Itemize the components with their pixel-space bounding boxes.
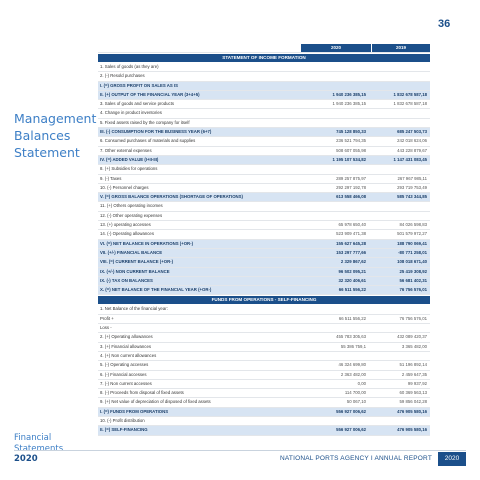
value-2020 <box>296 119 369 127</box>
row-label: I. (=) FUNDS FROM OPERATIONS <box>100 408 169 414</box>
value-2019: -80 771 258,01 <box>398 249 427 255</box>
value-2019: 76 756 576,01 <box>399 287 427 293</box>
row-label: II. (=) SELF-FINANCING <box>100 427 148 433</box>
table-row <box>98 249 430 258</box>
row-label: 9. (+) Net value of depreciation of disposed of fixed assets <box>100 399 211 405</box>
value-2020: 556 927 006,62 <box>336 408 366 414</box>
value-2019 <box>369 165 430 173</box>
row-label: IX. (+/-) NON CURRENT BALANCE <box>100 268 170 274</box>
value-2020: 455 783 305,63 <box>336 334 366 340</box>
value-2020: 292 297 192,78 <box>336 184 366 190</box>
value-2019: 1 147 431 083,45 <box>393 156 427 162</box>
value-2020: 613 558 466,08 <box>336 194 366 200</box>
table-row <box>98 63 430 72</box>
row-label: II. (+) OUTPUT OF THE FINANCIAL YEAR (3+4+5) <box>100 91 200 97</box>
table-header-row <box>98 44 430 53</box>
row-label: 1. Net Balance of the financial year: <box>100 306 168 312</box>
value-2020: 1 940 236 385,15 <box>332 101 366 107</box>
value-2020: 66 511 556,22 <box>338 315 366 321</box>
row-label: IV. (=) ADDED VALUE (I+II-III) <box>100 156 159 162</box>
value-2020: 32 320 406,61 <box>338 277 366 283</box>
value-2020: 65 978 650,40 <box>338 222 366 228</box>
row-label: 5. (-) Operating accesses <box>100 362 149 368</box>
value-2019: 56 681 402,31 <box>399 277 427 283</box>
footer-divider <box>14 450 466 451</box>
value-2019 <box>369 202 430 210</box>
value-2019: 1 832 678 587,18 <box>393 91 427 97</box>
table-row <box>98 193 430 202</box>
table-row <box>98 137 430 146</box>
row-label: 4. Change in product inventories <box>100 110 162 116</box>
value-2020 <box>296 72 369 80</box>
row-label: IX. (-) TAX ON BALANCES <box>100 277 153 283</box>
header-spacer <box>98 44 301 52</box>
value-2020: 508 607 055,98 <box>336 147 366 153</box>
value-2020: 153 297 777,66 <box>336 249 366 255</box>
value-2019: 25 419 308,92 <box>399 268 427 274</box>
table-row <box>98 352 430 361</box>
value-2019 <box>369 82 430 90</box>
row-label: 9. (-) Taxes <box>100 175 122 181</box>
value-2019: 242 018 624,06 <box>397 138 427 144</box>
row-label: 6. Consumed purchases of materials and supplies <box>100 138 196 144</box>
table-row <box>98 333 430 342</box>
value-2020: 155 627 645,28 <box>336 240 366 246</box>
value-2020 <box>296 305 369 313</box>
table-row <box>98 286 430 295</box>
row-label: Loss - <box>100 325 112 331</box>
table-row <box>98 258 430 267</box>
value-2019: 476 905 580,16 <box>397 427 427 433</box>
table-row <box>98 324 430 333</box>
table-row <box>98 305 430 314</box>
value-2019: 59 856 042,28 <box>399 399 427 405</box>
value-2019: 84 026 598,83 <box>399 222 427 228</box>
section-banner-income: STATEMENT OF INCOME FORMATION <box>98 54 430 62</box>
section-title-line: Balances <box>14 128 71 143</box>
value-2019: 476 905 580,16 <box>397 408 427 414</box>
table-row <box>98 221 430 230</box>
row-label: 7. (-) Non current accesses <box>100 380 152 386</box>
row-label: 2. (-) Resold purchases <box>100 73 145 79</box>
value-2019: 585 743 344,85 <box>397 194 427 200</box>
value-2020 <box>296 352 369 360</box>
table-row <box>98 398 430 407</box>
value-2020 <box>296 165 369 173</box>
row-label: 2. (+) Operating allowances <box>100 334 153 340</box>
table-row <box>98 315 430 324</box>
value-2020: 46 324 699,80 <box>338 362 366 368</box>
value-2020: 96 502 095,21 <box>338 268 366 274</box>
value-2019 <box>369 417 430 425</box>
value-2019: 3 365 482,00 <box>401 343 427 349</box>
value-2020 <box>296 212 369 220</box>
row-label: 12. (-) Other operating expenses <box>100 212 163 218</box>
table-row <box>98 175 430 184</box>
value-2020: 523 909 471,38 <box>336 231 366 237</box>
table-row <box>98 119 430 128</box>
value-2019: 443 228 879,67 <box>397 147 427 153</box>
section-title-line: Management <box>14 111 97 126</box>
column-header-2019: 2019 <box>372 44 430 52</box>
value-2019: 108 018 671,40 <box>397 259 427 265</box>
value-2020: 1 195 107 534,82 <box>332 156 366 162</box>
income-rows <box>98 63 430 295</box>
row-label: V. (=) GROSS BALANCE OPERATIONS (SHORTAGE OF OPERATIONS) <box>100 194 243 200</box>
value-2020: 236 521 794,35 <box>336 138 366 144</box>
table-row <box>98 240 430 249</box>
table-row <box>98 156 430 165</box>
table-row <box>98 417 430 426</box>
value-2019: 1 832 678 587,18 <box>393 101 427 107</box>
row-label: 14. (-) Operating allowances <box>100 231 154 237</box>
value-2019 <box>369 324 430 332</box>
value-2020: 1 940 236 385,15 <box>332 91 366 97</box>
value-2019: 432 089 420,37 <box>397 334 427 340</box>
row-label: 3. (+) Financial allowances <box>100 343 151 349</box>
value-2020 <box>296 82 369 90</box>
page-footer <box>0 452 480 466</box>
row-label: VII. (+/-) FINANCIAL BALANCE <box>100 249 163 255</box>
value-2020: 0,00 <box>357 380 366 386</box>
table-row <box>98 389 430 398</box>
value-2020 <box>296 202 369 210</box>
page-number: 36 <box>438 18 451 30</box>
funds-rows <box>98 305 430 435</box>
table-row <box>98 72 430 81</box>
table-row <box>98 380 430 389</box>
value-2019: 51 196 892,14 <box>399 362 427 368</box>
value-2020 <box>296 109 369 117</box>
row-label: 11. (+) Others operating incomes <box>100 203 163 209</box>
column-header-2020: 2020 <box>301 44 371 52</box>
value-2019 <box>369 109 430 117</box>
row-label: 6. (-) Financial accesses <box>100 371 147 377</box>
income-statement-table <box>98 44 430 436</box>
row-label: 8. (+) Subsidies for operations <box>100 166 158 172</box>
value-2019 <box>369 352 430 360</box>
value-2019: 60 369 563,13 <box>399 390 427 396</box>
table-row <box>98 184 430 193</box>
value-2020: 2 363 482,00 <box>340 371 366 377</box>
value-2019: 76 756 576,01 <box>399 315 427 321</box>
row-label: III. (-) CONSUMPTION FOR THE BUSINESS YEAR (6+7) <box>100 129 212 135</box>
table-row <box>98 147 430 156</box>
table-row <box>98 82 430 91</box>
row-label: 3. Sales of goods and service products <box>100 101 175 107</box>
footer-text: NATIONAL PORTS AGENCY I ANNUAL REPORT <box>279 455 432 462</box>
value-2019 <box>369 63 430 71</box>
value-2020: 556 927 006,62 <box>336 427 366 433</box>
value-2019: 188 790 069,41 <box>397 240 427 246</box>
table-row <box>98 202 430 211</box>
row-label: X. (=) NET BALANCE OF THE FINANCIAL YEAR (+OR-) <box>100 287 212 293</box>
row-label: 5. Fixed assets raised by the company for itself <box>100 119 190 125</box>
chapter-label-line: Statements <box>14 443 64 454</box>
value-2020: 114 700,00 <box>344 390 366 396</box>
value-2020: 55 386 759,1 <box>340 343 366 349</box>
table-row <box>98 230 430 239</box>
row-label: 13. (+) operating accesses <box>100 222 151 228</box>
value-2019 <box>369 212 430 220</box>
value-2020: 745 128 850,33 <box>336 129 366 135</box>
row-label: 7. Other external expenses <box>100 147 152 153</box>
chapter-year: 2020 <box>14 454 38 464</box>
table-row <box>98 361 430 370</box>
row-label: Profit + <box>100 315 114 321</box>
value-2020: 66 511 556,22 <box>338 287 366 293</box>
row-label: 1. Sales of goods (as they are) <box>100 64 159 69</box>
value-2019 <box>369 72 430 80</box>
row-label: VIII. (=) CURRENT BALANCE (+OR-) <box>100 259 174 265</box>
row-label: 10. (-) Profit distribution <box>100 417 145 423</box>
value-2020: 289 257 875,97 <box>336 175 366 181</box>
value-2019: 267 967 985,11 <box>397 175 427 181</box>
chapter-label-line: Financial <box>14 433 52 443</box>
value-2019: 2 459 647,35 <box>401 371 427 377</box>
table-row <box>98 212 430 221</box>
table-row <box>98 408 430 417</box>
value-2019: 99 937,92 <box>407 380 427 386</box>
section-title-line: Statement <box>14 145 80 160</box>
value-2020 <box>296 63 369 71</box>
row-label: VI. (=) NET BALANCE IN OPERATIONS (+OR-) <box>100 240 194 246</box>
table-row <box>98 109 430 118</box>
value-2019: 501 579 972,27 <box>397 231 427 237</box>
table-row <box>98 165 430 174</box>
value-2020 <box>296 417 369 425</box>
table-row <box>98 426 430 435</box>
section-title <box>14 110 97 161</box>
row-label: 4. (+) Non current allowances <box>100 352 157 358</box>
value-2019: 293 719 753,49 <box>397 184 427 190</box>
section-banner-funds: FUNDS FROM OPERATIONS - SELF-FINANCING <box>98 296 430 304</box>
table-row <box>98 100 430 109</box>
value-2019: 685 247 503,73 <box>397 129 427 135</box>
row-label: I. (=) GROSS PROFIT ON SALES AS IS <box>100 82 179 88</box>
table-row <box>98 128 430 137</box>
row-label: 10. (-) Personnel charges <box>100 184 149 190</box>
table-row <box>98 91 430 100</box>
value-2019 <box>369 305 430 313</box>
table-row <box>98 268 430 277</box>
table-row <box>98 371 430 380</box>
row-label: 8. (-) Proceeds from disposal of fixed assets <box>100 390 184 396</box>
table-row <box>98 343 430 352</box>
value-2020 <box>296 324 369 332</box>
value-2019 <box>369 119 430 127</box>
value-2020: 2 329 867,62 <box>340 259 366 265</box>
table-row <box>98 277 430 286</box>
value-2020: 50 067,10 <box>346 399 366 405</box>
footer-year-badge: 2020 <box>438 452 466 466</box>
